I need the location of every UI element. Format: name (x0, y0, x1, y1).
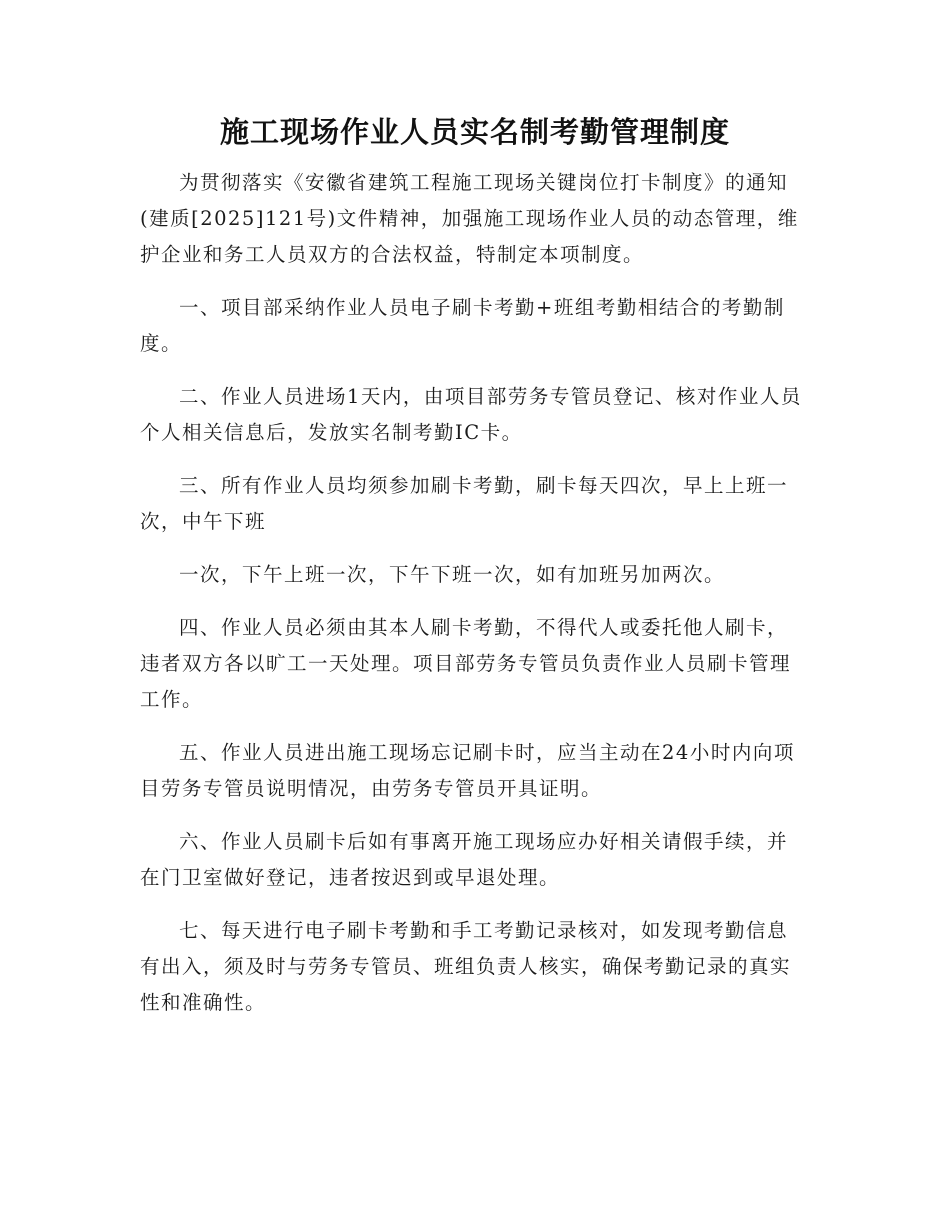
paragraph-clause-5: 五、作业人员进出施工现场忘记刷卡时，应当主动在24小时内向项目劳务专管员说明情况，由劳务专管员开具证明。 (140, 741, 795, 800)
paragraph-clause-6: 六、作业人员刷卡后如有事离开施工现场应办好相关请假手续，并在门卫室做好登记，违者按迟到或早退处理。 (140, 830, 789, 889)
paragraph-clause-7: 七、每天进行电子刷卡考勤和手工考勤记录核对，如发现考勤信息有出入，须及时与劳务专管员、班组负责人核实，确保考勤记录的真实性和准确性。 (140, 919, 792, 1014)
document-body (140, 165, 804, 1038)
document-title: 施工现场作业人员实名制考勤管理制度 (219, 115, 730, 149)
paragraph-clause-2: 二、作业人员进场1天内，由项目部劳务专管员登记、核对作业人员个人相关信息后，发放实名制考勤IC卡。 (140, 385, 802, 444)
paragraph-clause-1: 一、项目部采纳作业人员电子刷卡考勤+班组考勤相结合的考勤制度。 (140, 296, 785, 355)
paragraph-clause-4: 四、作业人员必须由其本人刷卡考勤，不得代人或委托他人刷卡，违者双方各以旷工一天处理。项目部劳务专管员负责作业人员刷卡管理工作。 (140, 616, 792, 711)
paragraph-clause-3-continued: 一次，下午上班一次，下午下班一次，如有加班另加两次。 (179, 563, 726, 586)
paragraph-clause-3: 三、所有作业人员均须参加刷卡考勤，刷卡每天四次，早上上班一次，中午下班 (140, 474, 789, 533)
paragraph-intro: 为贯彻落实《安徽省建筑工程施工现场关键岗位打卡制度》的通知(建质[2025]121号)文件精神，加强施工现场作业人员的动态管理，维护企业和务工人员双方的合法权益，特制定本项制度。 (140, 171, 799, 266)
